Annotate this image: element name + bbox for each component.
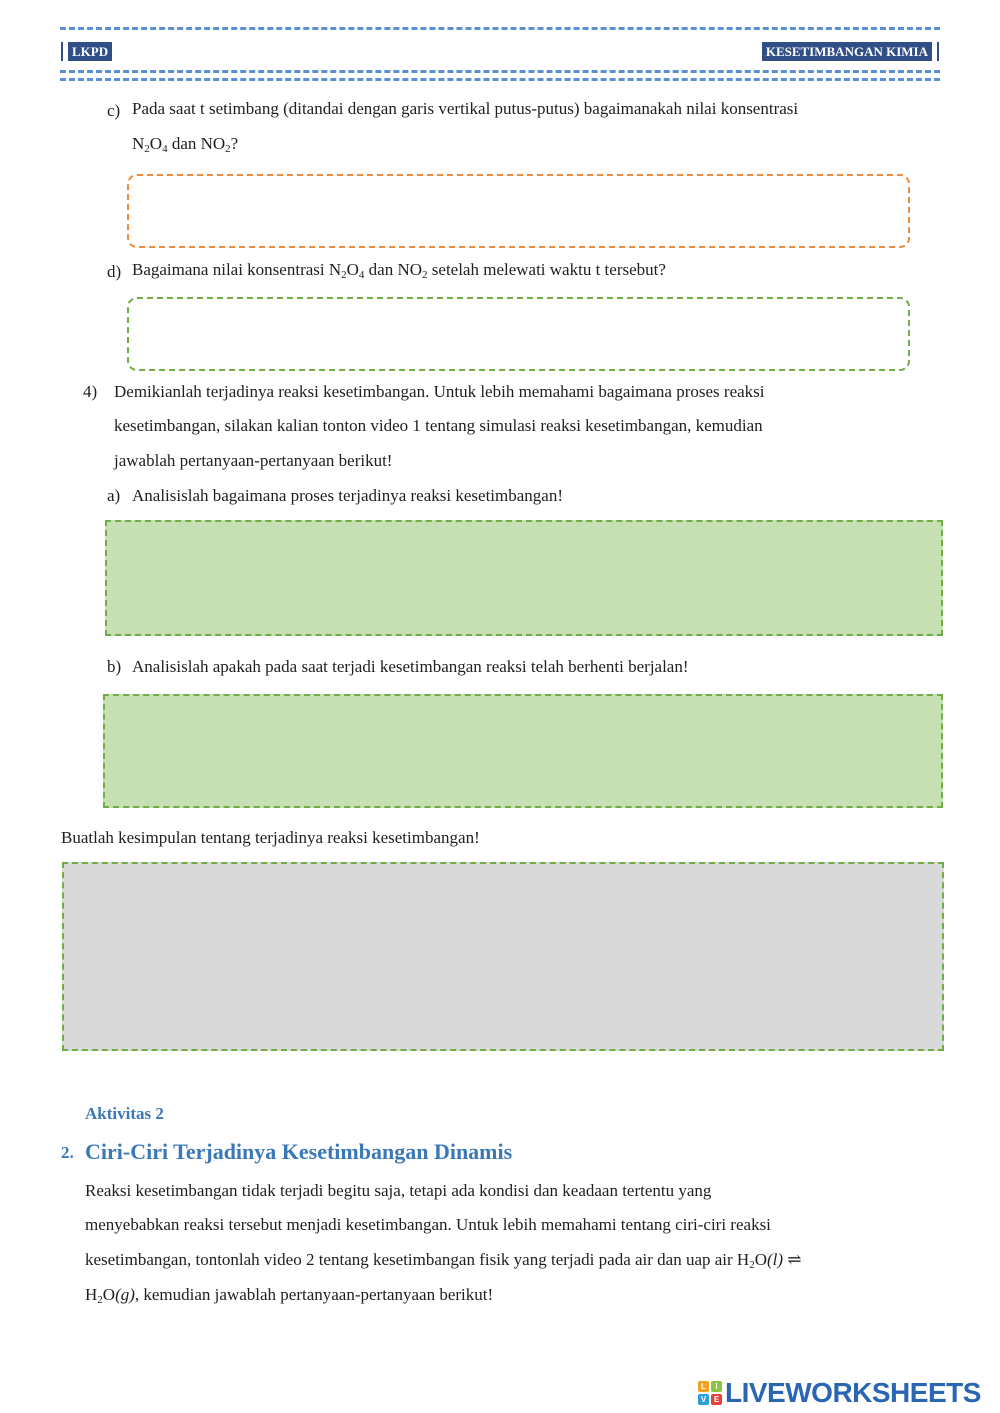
header-right-bar [937, 42, 939, 61]
item-4-line3: jawablah pertanyaan-pertanyaan berikut! [114, 451, 393, 470]
answer-box-a[interactable] [105, 520, 943, 636]
item-4-line1: Demikianlah terjadinya reaksi kesetimbangan. Untuk lebih memahami bagaimana proses reaksi [114, 382, 765, 401]
section-number: 2. [61, 1143, 74, 1162]
header-bottom-dashed-line-2 [60, 78, 940, 81]
question-d-text: Bagaimana nilai konsentrasi $N_2O_4$ dan $NO_2$ setelah melewati waktu t tersebut? [132, 260, 666, 281]
item-4-marker: 4) [83, 382, 98, 401]
activity-paragraph-line2: menyebabkan reaksi tersebut menjadi kesetimbangan. Untuk lebih memahami tentang ciri-ciri reaksi [85, 1215, 771, 1234]
answer-box-b[interactable] [103, 694, 943, 808]
conclusion-answer-box[interactable] [62, 862, 944, 1051]
question-c-line1: Pada saat t setimbang (ditandai dengan garis vertikal putus-putus) bagaimanakah nilai konsentrasi [132, 99, 799, 118]
question-b-text: Analisislah apakah pada saat terjadi kesetimbangan reaksi telah berhenti berjalan! [132, 657, 689, 676]
item-4-line2: kesetimbangan, silakan kalian tonton video 1 tentang simulasi reaksi kesetimbangan, kemudian [114, 416, 763, 435]
question-b-marker: b) [107, 657, 122, 676]
question-c-line2: $N_2O_4$ dan $NO_2$? [132, 134, 239, 155]
question-a-marker: a) [107, 486, 121, 505]
activity-label: Aktivitas 2 [85, 1104, 164, 1123]
header-lkpd-badge: LKPD [68, 42, 112, 61]
section-title: Ciri-Ciri Terjadinya Kesetimbangan Dinamis [85, 1139, 513, 1164]
question-d-marker: d) [107, 262, 122, 281]
activity-paragraph-line1: Reaksi kesetimbangan tidak terjadi begitu saja, tetapi ada kondisi dan keadaan tertentu yang [85, 1181, 712, 1200]
liveworksheets-wordmark: LIVEWORKSHEETS [725, 1377, 981, 1408]
header-topic-badge: KESETIMBANGAN KIMIA [762, 42, 932, 61]
header-top-dashed-line [60, 27, 940, 30]
question-c-marker: c) [107, 101, 121, 120]
question-a-text: Analisislah bagaimana proses terjadinya reaksi kesetimbangan! [132, 486, 563, 505]
answer-box-d[interactable] [127, 297, 910, 371]
activity-paragraph-line3: kesetimbangan, tontonlah video 2 tentang kesetimbangan fisik yang terjadi pada air dan uap air $H_2O(l)$ ⇌ [85, 1250, 802, 1271]
answer-box-c[interactable] [127, 174, 910, 248]
liveworksheets-mark-icon: L I V E [698, 1381, 722, 1405]
activity-paragraph-line4: $H_2O(g)$, kemudian jawablah pertanyaan-pertanyaan berikut! [85, 1285, 494, 1306]
liveworksheets-logo [698, 1378, 981, 1408]
header-left-bar [61, 42, 63, 61]
conclusion-prompt: Buatlah kesimpulan tentang terjadinya reaksi kesetimbangan! [61, 828, 480, 847]
header-bottom-dashed-line-1 [60, 70, 940, 73]
